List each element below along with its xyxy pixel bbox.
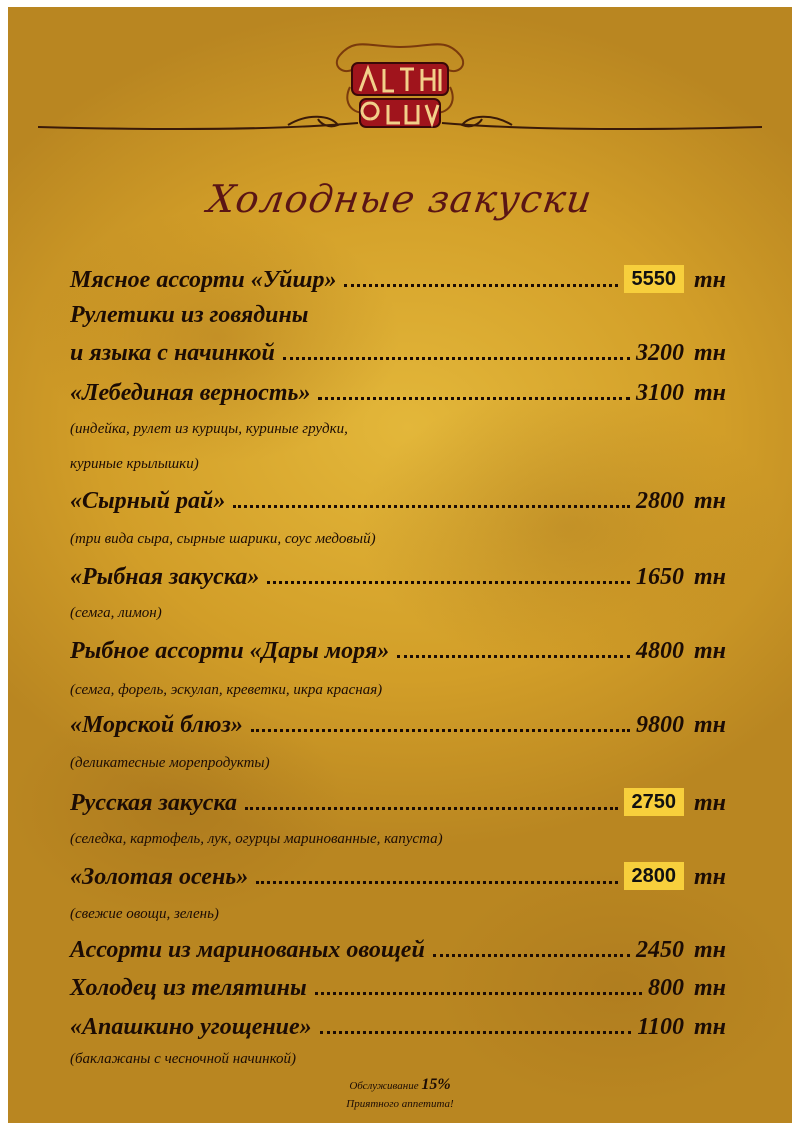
item-currency: тн [694, 638, 726, 664]
item-name: «Сырный рай» [70, 488, 226, 514]
item-price: 2800 [624, 862, 685, 890]
menu-item [70, 487, 726, 515]
item-name: Холодец из телятины [70, 975, 307, 1001]
item-description: (семга, лимон) [70, 605, 162, 621]
item-description: (индейка, рулет из курицы, куриные грудки, [70, 421, 348, 437]
item-description: (деликатесные морепродукты) [70, 755, 270, 771]
section-title: Холодные закуски [204, 177, 596, 221]
footer-wish: Приятного аппетита! [346, 1098, 454, 1110]
item-price: 2800 [636, 488, 684, 514]
item-description: (семга, форель, эскулап, креветки, икра красная) [70, 682, 383, 698]
leader-dots [283, 357, 630, 360]
leader-dots [256, 881, 617, 884]
item-name: Ассорти из маринованых овощей [70, 937, 425, 963]
item-price: 1100 [637, 1014, 684, 1040]
leader-dots [397, 655, 630, 658]
item-price: 4800 [636, 638, 684, 664]
item-description: (свежие овощи, зелень) [70, 906, 219, 922]
item-name: и языка с начинкой [70, 340, 275, 366]
item-currency: тн [694, 564, 726, 590]
menu-item [70, 711, 726, 739]
item-currency: тн [694, 267, 726, 293]
menu-item [70, 637, 726, 665]
item-name-line1: Рулетики из говядины [70, 302, 309, 328]
item-currency: тн [694, 1014, 726, 1040]
leader-dots [315, 992, 642, 995]
item-price: 5550 [624, 265, 685, 293]
item-price: 800 [648, 975, 684, 1001]
menu-item [70, 265, 726, 294]
menu-item [70, 974, 726, 1002]
item-description: куриные крылышки) [70, 456, 199, 472]
item-currency: тн [694, 975, 726, 1001]
leader-dots [233, 505, 630, 508]
leader-dots [344, 284, 617, 287]
ornamental-divider [38, 107, 762, 147]
item-description: (три вида сыра, сырные шарики, соус медовый) [70, 531, 376, 547]
item-description: (баклажаны с чесночной начинкой) [70, 1051, 297, 1067]
menu-item [70, 862, 726, 891]
item-name: «Апашкино угощение» [70, 1014, 312, 1040]
leader-dots [433, 954, 630, 957]
item-name: «Лебединая верность» [70, 380, 311, 406]
item-name: Русская закуска [70, 790, 237, 816]
menu-item [70, 339, 726, 367]
menu-item [70, 1013, 726, 1041]
item-name: «Морской блюз» [70, 712, 243, 738]
item-name: Мясное ассорти «Уйшр» [70, 267, 337, 293]
item-name: «Рыбная закуска» [70, 564, 260, 590]
leader-dots [320, 1031, 632, 1034]
service-charge [8, 1077, 792, 1094]
leader-dots [251, 729, 630, 732]
menu-item [70, 379, 726, 407]
item-currency: тн [694, 790, 726, 816]
menu-item [70, 936, 726, 964]
item-currency: тн [694, 340, 726, 366]
item-price: 2450 [636, 937, 684, 963]
menu-item [70, 788, 726, 817]
item-currency: тн [694, 864, 726, 890]
item-currency: тн [694, 488, 726, 514]
item-price: 1650 [636, 564, 684, 590]
item-price: 9800 [636, 712, 684, 738]
service-percent: 15% [421, 1076, 451, 1093]
item-name: Рыбное ассорти «Дары моря» [70, 638, 390, 664]
item-price: 2750 [624, 788, 685, 816]
menu-page [8, 7, 792, 1123]
menu-item [70, 563, 726, 591]
leader-dots [245, 807, 618, 810]
item-price: 3100 [636, 380, 684, 406]
item-currency: тн [694, 712, 726, 738]
leader-dots [267, 581, 630, 584]
service-label: Обслуживание [349, 1080, 419, 1092]
item-currency: тн [694, 380, 726, 406]
item-name: «Золотая осень» [70, 864, 249, 890]
item-description: (селедка, картофель, лук, огурцы маринованные, капуста) [70, 831, 443, 847]
leader-dots [318, 397, 630, 400]
item-price: 3200 [636, 340, 684, 366]
item-currency: тн [694, 937, 726, 963]
